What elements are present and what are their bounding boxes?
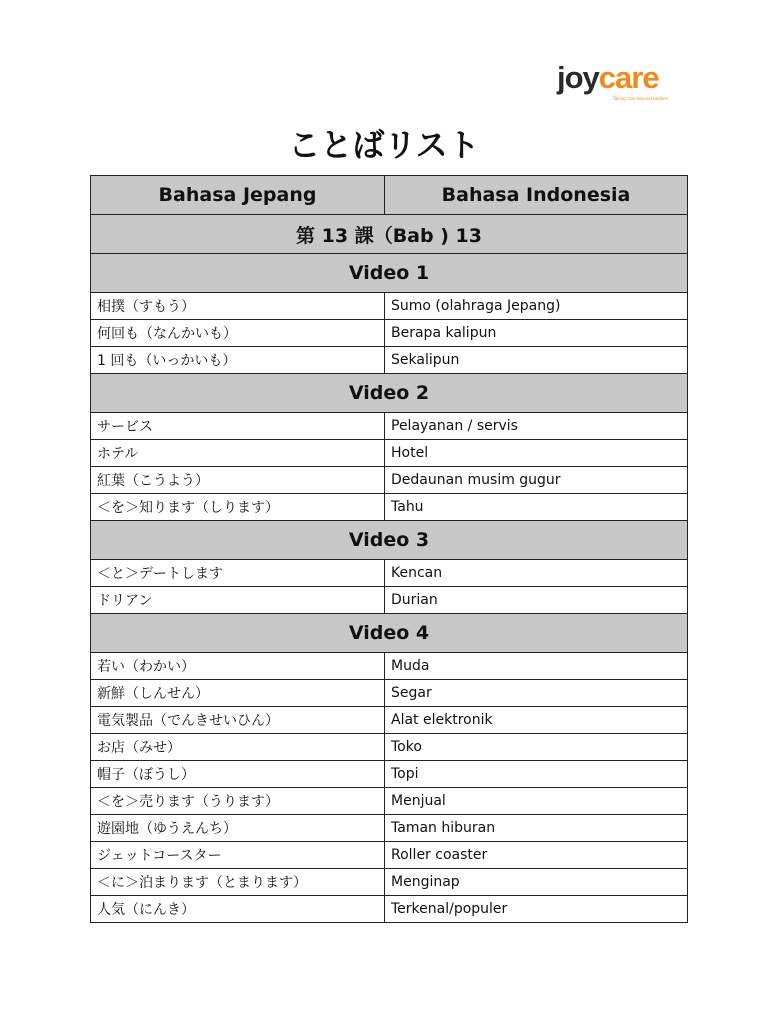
indonesian-meaning: Taman hiburan (385, 815, 688, 842)
table-row (91, 347, 688, 374)
table-header-row (91, 176, 688, 215)
vocabulary-table (90, 175, 688, 923)
indonesian-meaning: Alat elektronik (385, 707, 688, 734)
section-row (91, 614, 688, 653)
japanese-term: ＜を＞売ります（うります） (91, 788, 385, 815)
table-row (91, 788, 688, 815)
japanese-term: ＜に＞泊まります（とまります） (91, 869, 385, 896)
table-row (91, 842, 688, 869)
indonesian-meaning: Segar (385, 680, 688, 707)
vocabulary-table-body (91, 215, 688, 923)
japanese-term: 電気製品（でんきせいひん） (91, 707, 385, 734)
page-title: ことばリスト (288, 126, 480, 164)
japanese-term: 遊園地（ゆうえんち） (91, 815, 385, 842)
table-row (91, 560, 688, 587)
table-row (91, 413, 688, 440)
lesson-label: 第 13 課（Bab ) 13 (91, 215, 688, 254)
indonesian-meaning: Muda (385, 653, 688, 680)
japanese-term: ＜と＞デートします (91, 560, 385, 587)
indonesian-meaning: Sekalipun (385, 347, 688, 374)
header-indonesian: Bahasa Indonesia (385, 176, 688, 215)
indonesian-meaning: Tahu (385, 494, 688, 521)
japanese-term: ジェットコースター (91, 842, 385, 869)
table-row (91, 320, 688, 347)
table-row (91, 734, 688, 761)
indonesian-meaning: Terkenal/populer (385, 896, 688, 923)
japanese-term: ホテル (91, 440, 385, 467)
table-row (91, 467, 688, 494)
japanese-term: サービス (91, 413, 385, 440)
header-japanese: Bahasa Jepang (91, 176, 385, 215)
japanese-term: ドリアン (91, 587, 385, 614)
indonesian-meaning: Dedaunan musim gugur (385, 467, 688, 494)
logo-wordmark-joy: joy (557, 60, 599, 95)
indonesian-meaning: Roller coaster (385, 842, 688, 869)
japanese-term: ＜を＞知ります（しります） (91, 494, 385, 521)
indonesian-meaning: Topi (385, 761, 688, 788)
section-row (91, 374, 688, 413)
logo-wordmark (557, 60, 659, 96)
indonesian-meaning: Kencan (385, 560, 688, 587)
japanese-term: 新鮮（しんせん） (91, 680, 385, 707)
section-label: Video 2 (91, 374, 688, 413)
japanese-term: 若い（わかい） (91, 653, 385, 680)
indonesian-meaning: Menginap (385, 869, 688, 896)
section-label: Video 4 (91, 614, 688, 653)
table-row (91, 653, 688, 680)
indonesian-meaning: Sumo (olahraga Jepang) (385, 293, 688, 320)
indonesian-meaning: Menjual (385, 788, 688, 815)
table-row (91, 869, 688, 896)
table-row (91, 494, 688, 521)
japanese-term: 1 回も（いっかいも） (91, 347, 385, 374)
section-label: Video 1 (91, 254, 688, 293)
indonesian-meaning: Pelayanan / servis (385, 413, 688, 440)
table-row (91, 896, 688, 923)
table-row (91, 707, 688, 734)
table-row (91, 440, 688, 467)
japanese-term: お店（みせ） (91, 734, 385, 761)
table-row (91, 587, 688, 614)
indonesian-meaning: Berapa kalipun (385, 320, 688, 347)
section-row (91, 521, 688, 560)
lesson-row (91, 215, 688, 254)
japanese-term: 何回も（なんかいも） (91, 320, 385, 347)
indonesian-meaning: Hotel (385, 440, 688, 467)
section-row (91, 254, 688, 293)
indonesian-meaning: Durian (385, 587, 688, 614)
japanese-term: 相撲（すもう） (91, 293, 385, 320)
table-row (91, 293, 688, 320)
joycare-logo (557, 60, 667, 104)
logo-tagline: Taking care beyond borders (613, 96, 669, 101)
section-label: Video 3 (91, 521, 688, 560)
table-row (91, 761, 688, 788)
table-row (91, 680, 688, 707)
table-row (91, 815, 688, 842)
japanese-term: 人気（にんき） (91, 896, 385, 923)
indonesian-meaning: Toko (385, 734, 688, 761)
japanese-term: 紅葉（こうよう） (91, 467, 385, 494)
logo-wordmark-care: care (598, 60, 659, 95)
japanese-term: 帽子（ぼうし） (91, 761, 385, 788)
